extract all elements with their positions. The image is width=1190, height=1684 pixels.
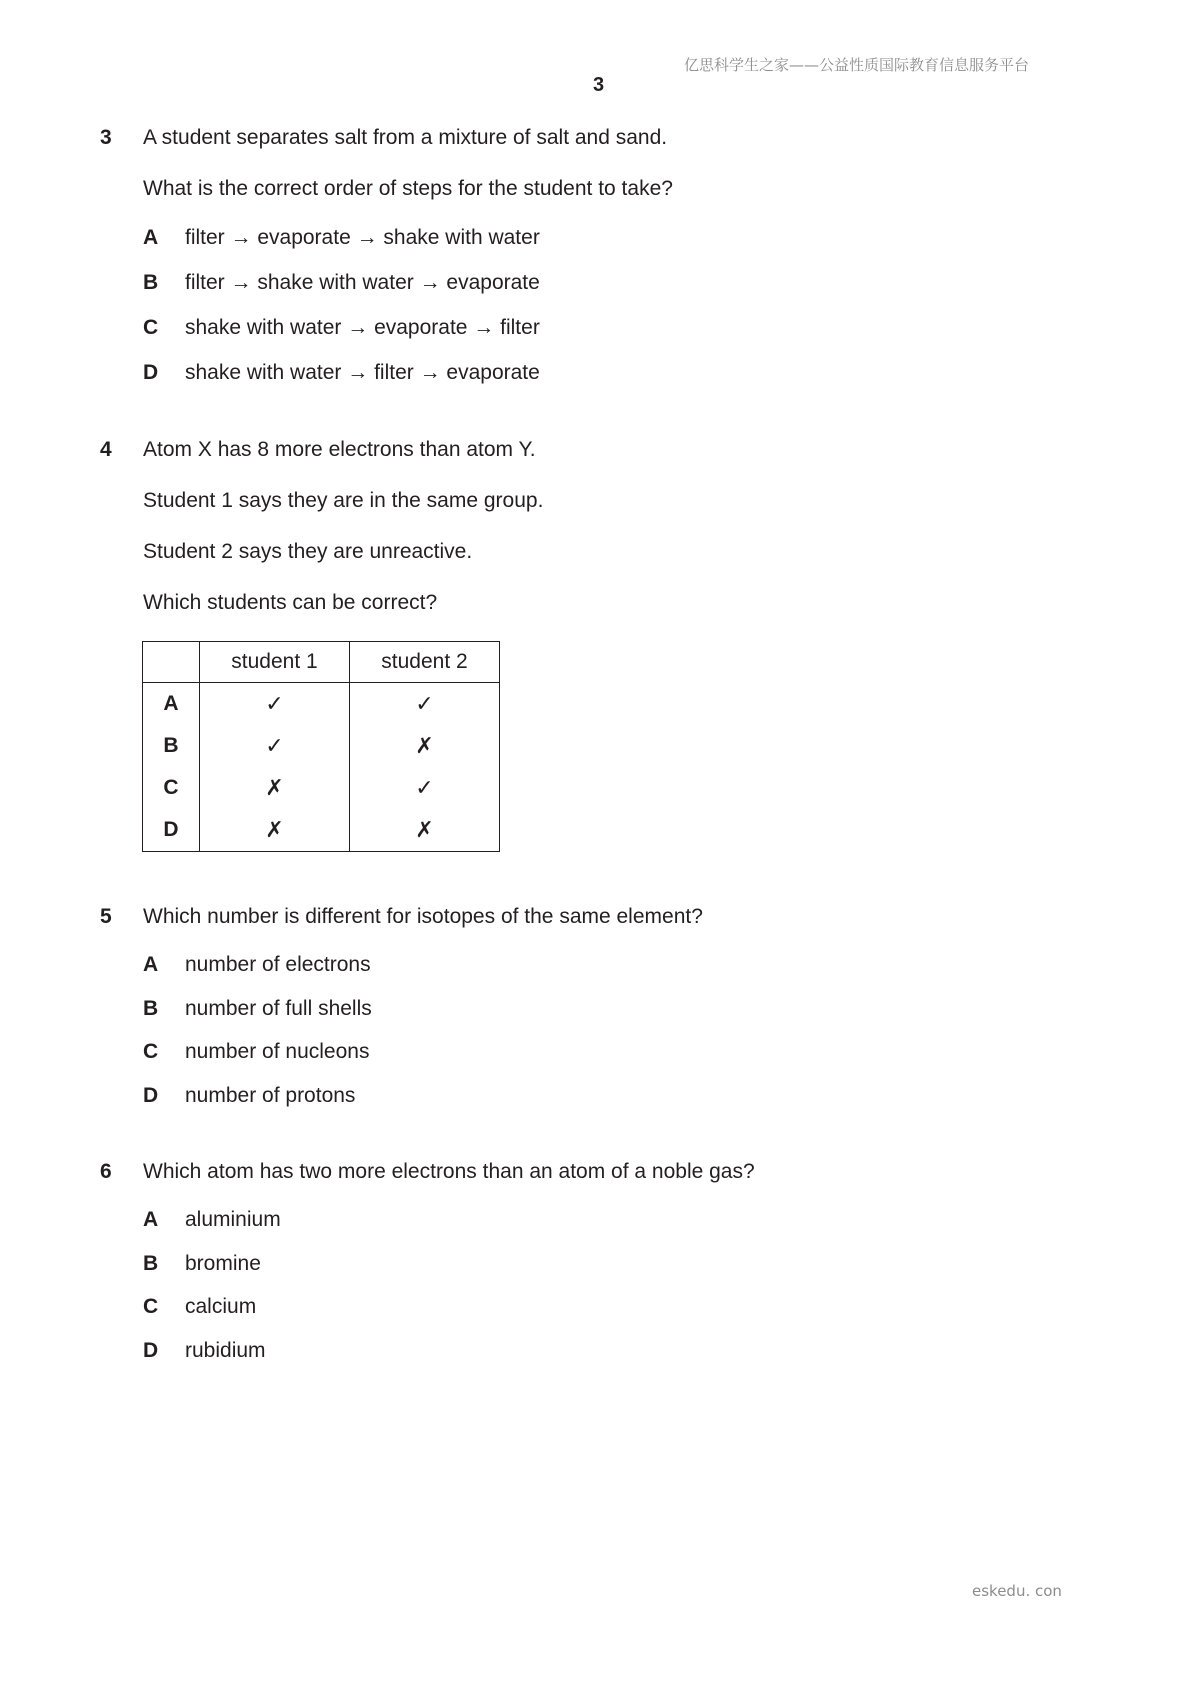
option-text: filter → shake with water → evaporate bbox=[185, 271, 540, 294]
option-letter: A bbox=[143, 1208, 159, 1231]
question-stem: Which atom has two more electrons than an atom of a noble gas? bbox=[143, 1160, 755, 1183]
table-row[interactable] bbox=[143, 725, 500, 767]
header-watermark: 亿思科学生之家——公益性质国际教育信息服务平台 bbox=[684, 56, 1030, 74]
option-text: filter → evaporate → shake with water bbox=[185, 226, 540, 249]
option-letter: A bbox=[143, 226, 159, 249]
student-2-mark: ✓ bbox=[350, 683, 500, 726]
footer-watermark: eskedu. con bbox=[972, 1582, 1062, 1600]
row-letter: A bbox=[143, 683, 200, 726]
option-text: shake with water → filter → evaporate bbox=[185, 361, 540, 384]
question-number: 3 bbox=[100, 126, 112, 149]
question-prompt: What is the correct order of steps for the student to take? bbox=[143, 177, 673, 200]
option-text: calcium bbox=[185, 1295, 257, 1318]
student-2-mark: ✗ bbox=[350, 809, 500, 852]
question-number: 4 bbox=[100, 438, 112, 461]
option-letter: C bbox=[143, 1040, 159, 1063]
table-row[interactable] bbox=[143, 809, 500, 852]
option-letter: B bbox=[143, 997, 159, 1020]
question-stem: A student separates salt from a mixture of salt and sand. bbox=[143, 126, 668, 149]
option-text: number of electrons bbox=[185, 953, 371, 976]
student-2-mark: ✗ bbox=[350, 725, 500, 767]
student-1-mark: ✓ bbox=[200, 683, 350, 726]
question-stem: Which number is different for isotopes of the same element? bbox=[143, 905, 703, 928]
row-letter: C bbox=[143, 767, 200, 809]
option-letter: B bbox=[143, 271, 159, 294]
question-stem: Atom X has 8 more electrons than atom Y. bbox=[143, 438, 536, 461]
option-letter: B bbox=[143, 1252, 159, 1275]
student-2-mark: ✓ bbox=[350, 767, 500, 809]
option-letter: D bbox=[143, 1084, 159, 1107]
table-row[interactable] bbox=[143, 683, 500, 726]
option-letter: D bbox=[143, 1339, 159, 1362]
option-letter: C bbox=[143, 1295, 159, 1318]
table-header-cell: student 1 bbox=[200, 642, 350, 683]
question-line: Student 2 says they are unreactive. bbox=[143, 540, 473, 563]
student-1-mark: ✗ bbox=[200, 809, 350, 852]
row-letter: B bbox=[143, 725, 200, 767]
option-text: bromine bbox=[185, 1252, 261, 1275]
table-row[interactable] bbox=[143, 767, 500, 809]
row-letter: D bbox=[143, 809, 200, 852]
option-text: aluminium bbox=[185, 1208, 281, 1231]
question-number: 6 bbox=[100, 1160, 112, 1183]
answer-table bbox=[142, 641, 500, 852]
option-text: number of protons bbox=[185, 1084, 356, 1107]
option-text: shake with water → evaporate → filter bbox=[185, 316, 540, 339]
table-header-cell: student 2 bbox=[350, 642, 500, 683]
question-number: 5 bbox=[100, 905, 112, 928]
page-number: 3 bbox=[593, 74, 605, 96]
question-line: Student 1 says they are in the same group. bbox=[143, 489, 544, 512]
student-1-mark: ✓ bbox=[200, 725, 350, 767]
option-text: rubidium bbox=[185, 1339, 266, 1362]
student-1-mark: ✗ bbox=[200, 767, 350, 809]
table-header-cell bbox=[143, 642, 200, 683]
option-letter: A bbox=[143, 953, 159, 976]
option-letter: C bbox=[143, 316, 159, 339]
option-letter: D bbox=[143, 361, 159, 384]
option-text: number of full shells bbox=[185, 997, 372, 1020]
option-text: number of nucleons bbox=[185, 1040, 370, 1063]
table-header-row bbox=[143, 642, 500, 683]
question-prompt: Which students can be correct? bbox=[143, 591, 438, 614]
